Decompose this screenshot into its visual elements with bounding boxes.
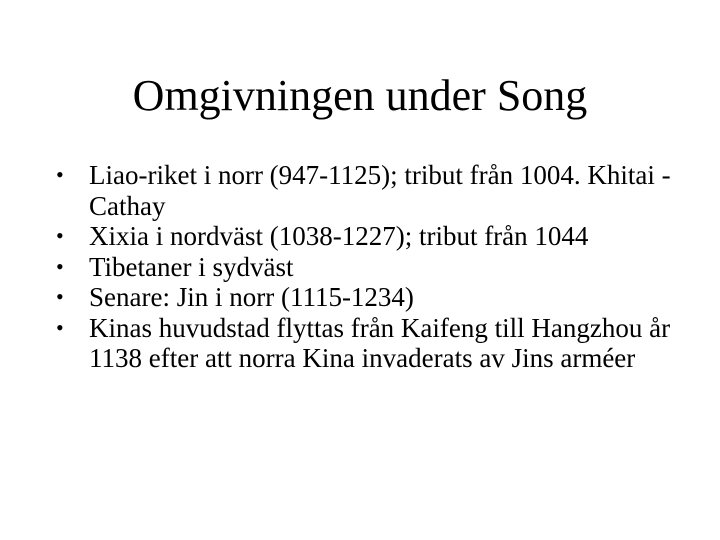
- bullet-dot-icon: •: [56, 314, 64, 340]
- bullet-item-tibet: [56, 252, 676, 283]
- slide-title: Omgivningen under Song: [132, 71, 588, 120]
- bullet-item-liao: [56, 160, 676, 221]
- bullet-dot-icon: •: [56, 162, 64, 187]
- bullet-text: Kinas huvudstad flyttas från Kaifeng till Hangzhou år 1138 efter att norra Kina invaderats av Jins arméer: [89, 312, 671, 373]
- bullet-text: Xixia i nordväst (1038-1227); tribut från 1044: [89, 221, 589, 251]
- bullet-text: Tibetaner i sydväst: [89, 251, 294, 282]
- bullet-dot-icon: •: [56, 284, 64, 309]
- bullet-text: Liao-riket i norr (947-1125); tribut från 1004. Khitai - Cathay: [89, 160, 671, 221]
- bullet-item-xixia: [56, 221, 676, 252]
- bullet-list: [56, 160, 676, 374]
- bullet-item-capital: [56, 313, 676, 374]
- bullet-text: Senare: Jin i norr (1115-1234): [89, 282, 414, 312]
- bullet-dot-icon: •: [56, 253, 64, 279]
- bullet-item-jin: [56, 282, 676, 313]
- bullet-dot-icon: •: [56, 223, 64, 248]
